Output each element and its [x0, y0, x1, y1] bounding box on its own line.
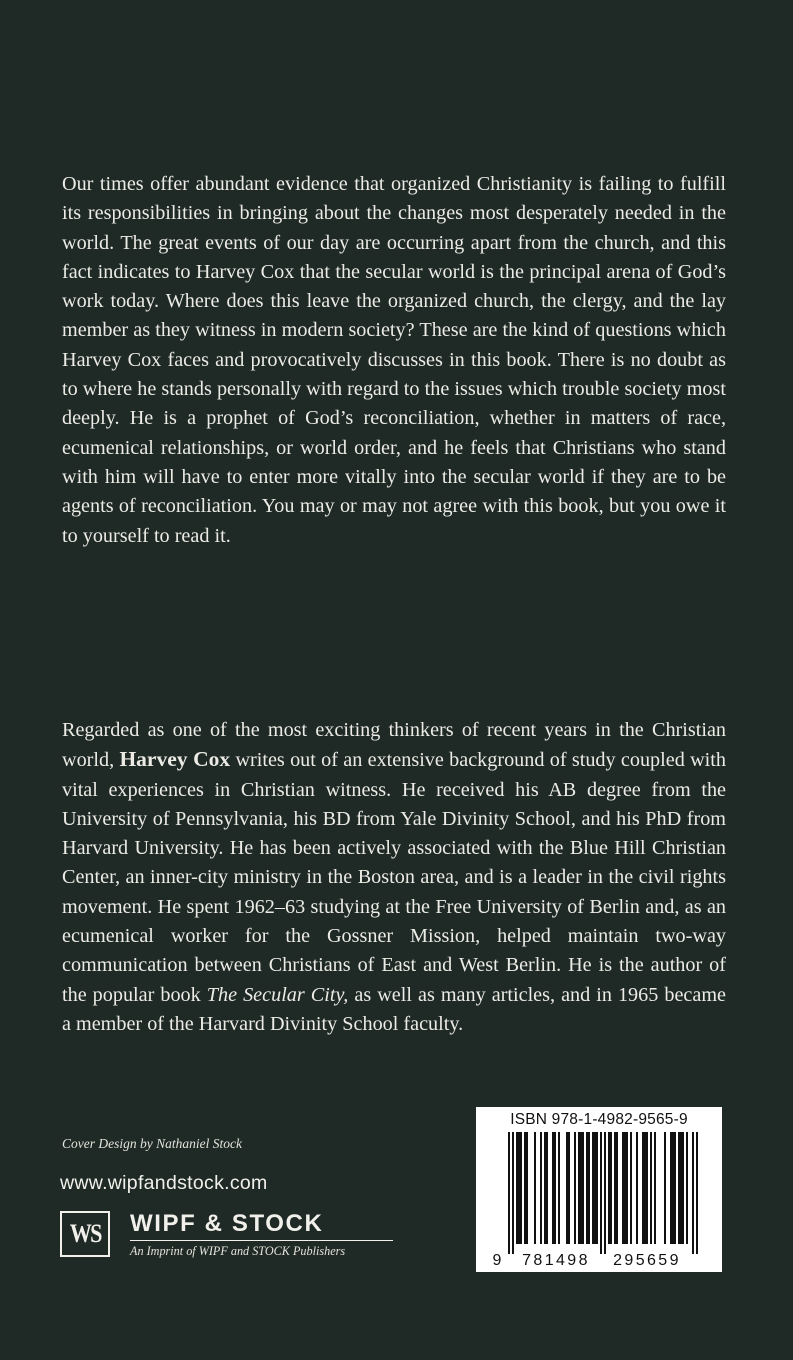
barcode-bar-22: [650, 1132, 652, 1244]
barcode-bar-13: [592, 1132, 598, 1244]
publisher-logo-mark: WS: [69, 1219, 101, 1248]
barcode-right-digits: 295659: [613, 1252, 681, 1269]
barcode-bar-20: [636, 1132, 638, 1244]
bio-intro: Regarded as one of the most exciting thinkers of recent years in the Christian world,: [62, 719, 726, 772]
barcode-bar-18: [622, 1132, 628, 1244]
bio-ending: as well as many articles, and in 1965 became a member of the Harvard Divinity School faculty.: [62, 983, 726, 1035]
barcode-bar-14: [600, 1132, 602, 1254]
barcode-bar-7: [552, 1132, 556, 1244]
author-name: Harvey Cox: [119, 747, 231, 772]
barcode-bar-11: [578, 1132, 584, 1244]
barcode-bar-16: [608, 1132, 612, 1244]
barcode: [476, 1107, 722, 1272]
barcode-bar-24: [664, 1132, 666, 1244]
publisher-website: www.wipfandstock.com: [60, 1172, 268, 1194]
publisher-divider: [130, 1240, 393, 1241]
author-biography: [62, 716, 726, 1039]
barcode-bar-26: [678, 1132, 684, 1244]
barcode-bar-8: [558, 1132, 560, 1244]
publisher-name: WIPF & STOCK: [130, 1210, 324, 1237]
barcode-bar-28: [692, 1132, 694, 1254]
barcode-bar-21: [642, 1132, 648, 1244]
barcode-left-digits: 781498: [522, 1252, 590, 1269]
barcode-bar-1: [512, 1132, 514, 1254]
isbn-barcode-panel: [476, 1107, 722, 1272]
publisher-imprint-line: An Imprint of WIPF and STOCK Publishers: [130, 1244, 346, 1258]
publisher-logo: [60, 1211, 110, 1257]
barcode-lead-digit: 9: [492, 1252, 502, 1269]
barcode-bar-29: [696, 1132, 698, 1254]
barcode-bar-9: [566, 1132, 570, 1244]
cover-design-credit: Cover Design by Nathaniel Stock: [62, 1136, 242, 1151]
barcode-bar-25: [670, 1132, 676, 1244]
barcode-bar-19: [630, 1132, 632, 1244]
barcode-bars: [508, 1132, 698, 1254]
barcode-bar-3: [524, 1132, 528, 1244]
barcode-bar-27: [686, 1132, 688, 1244]
barcode-bar-6: [544, 1132, 548, 1244]
isbn-label: ISBN 978-1-4982-9565-9: [510, 1111, 688, 1128]
barcode-bar-15: [604, 1132, 606, 1254]
book-title: The Secular City,: [206, 983, 349, 1006]
barcode-bar-5: [540, 1132, 542, 1244]
barcode-bar-2: [516, 1132, 522, 1244]
barcode-bar-12: [586, 1132, 590, 1244]
barcode-bar-23: [654, 1132, 656, 1244]
bio-middle: writes out of an extensive background of study coupled with vital experiences in Christian witness. He received his AB degree from the University of Pennsylvania, his BD from Yale Divinity School, and his PhD from Harvard University. He has been actively associated with the Blue Hill Christian Center, an inner-city ministry in the Boston area, and is a leader in the civil rights movement. He spent 1962–63 studying at the Free University of Berlin and, as an ecumenical worker for the Gossner Mission, helped maintain two-way communication between Christians of East and West Berlin. He is the author of the popular book: [62, 749, 726, 1006]
barcode-bar-4: [534, 1132, 536, 1244]
book-description: Our times offer abundant evidence that organized Christianity is failing to fulfill its responsibilities in bringing about the changes most desperately needed in the world. The great events of our day are occurring apart from the church, and this fact indicates to Harvey Cox that the secular world is the principal arena of God’s work today. Where does this leave the organized church, the clergy, and the lay member as they witness in modern society? These are the kind of questions which Harvey Cox faces and provocatively discusses in this book. There is no doubt as to where he stands personally with regard to the issues which trouble society most deeply. He is a prophet of God’s reconciliation, whether in matters of race, ecumenical relationships, or world order, and he feels that Christians who stand with him will have to enter more vitally into the secular world if they are to be agents of reconciliation. You may or may not agree with this book, but you owe it to yourself to read it.: [62, 173, 726, 547]
barcode-bar-0: [508, 1132, 510, 1254]
barcode-bar-17: [614, 1132, 618, 1244]
barcode-bar-10: [574, 1132, 576, 1244]
